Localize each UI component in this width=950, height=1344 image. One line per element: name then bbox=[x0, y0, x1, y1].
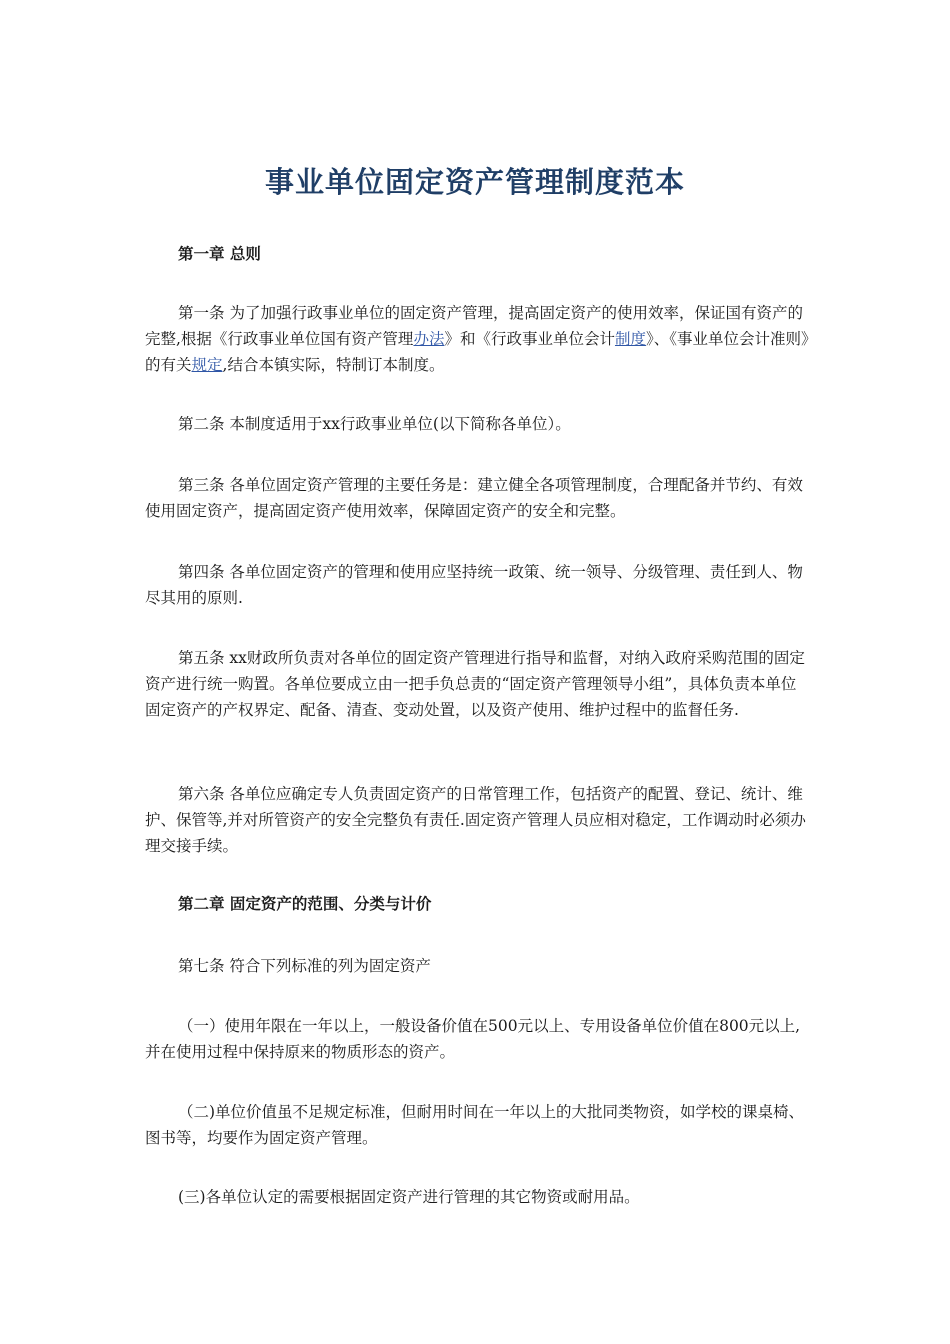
article-6-text: 第六条 各单位应确定专人负责固定资产的日常管理工作，包括资产的配置、登记、统计、维护、保管等,并对所管资产的安全完整负有责任.固定资产管理人员应相对稳定，工作调动时必须办理交接手续。 bbox=[145, 785, 806, 855]
list-item-3-text: (三)各单位认定的需要根据固定资产进行管理的其它物资或耐用品。 bbox=[178, 1188, 640, 1206]
list-item-1 bbox=[145, 1013, 810, 1065]
link-banfa[interactable]: 办法 bbox=[413, 330, 445, 348]
list-item-2 bbox=[145, 1099, 810, 1151]
article-2 bbox=[145, 411, 810, 437]
document-title: 事业单位固定资产管理制度范本 bbox=[264, 165, 685, 199]
article-3-text: 第三条 各单位固定资产管理的主要任务是：建立健全各项管理制度，合理配备并节约、有效使用固定资产，提高固定资产使用效率，保障固定资产的安全和完整。 bbox=[145, 476, 803, 520]
article-5 bbox=[145, 645, 810, 723]
article-1 bbox=[145, 300, 810, 378]
article-4 bbox=[145, 559, 810, 611]
list-item-2-text: （二)单位价值虽不足规定标准，但耐用时间在一年以上的大批同类物资，如学校的课桌椅、图书等，均要作为固定资产管理。 bbox=[145, 1103, 805, 1147]
article-7-text: 第七条 符合下列标准的列为固定资产 bbox=[178, 957, 431, 975]
article-7 bbox=[145, 953, 810, 979]
chapter-1-heading-block bbox=[145, 241, 810, 267]
article-5-text: 第五条 xx财政所负责对各单位的固定资产管理进行指导和监督，对纳入政府采购范围的固定资产进行统一购置。各单位要成立由一把手负总责的“固定资产管理领导小组”，具体负责本单位固定资产的产权界定、配备、清查、变动处置，以及资产使用、维护过程中的监督任务. bbox=[145, 649, 805, 719]
list-item-3 bbox=[145, 1184, 810, 1210]
link-guiding[interactable]: 规定 bbox=[191, 356, 223, 374]
article-4-text: 第四条 各单位固定资产的管理和使用应坚持统一政策、统一领导、分级管理、责任到人、物尽其用的原则. bbox=[145, 563, 803, 607]
article-1-part4: ,结合本镇实际，特制订本制度。 bbox=[222, 356, 445, 374]
article-1-part1: 为了加强行政事业单位的固定资产管理，提高固定资产的使用效率，保证国有资产的完整,根据《行政事业单位国有资产管理 bbox=[145, 304, 803, 348]
chapter-2-heading-block bbox=[145, 891, 810, 917]
list-item-1-text: （一）使用年限在一年以上，一般设备价值在500元以上、专用设备单位价值在800元以上,并在使用过程中保持原来的物质形态的资产。 bbox=[145, 1017, 801, 1061]
article-2-text: 第二条 本制度适用于xx行政事业单位(以下简称各单位）。 bbox=[178, 415, 571, 433]
article-6 bbox=[145, 781, 810, 859]
chapter-1-heading: 第一章 总则 bbox=[178, 245, 261, 263]
article-1-label: 第一条 bbox=[178, 304, 225, 322]
link-zhidu[interactable]: 制度 bbox=[614, 330, 646, 348]
article-3 bbox=[145, 472, 810, 524]
article-1-part3: 》、《事业单位会计准则》的有关 bbox=[145, 330, 809, 374]
article-1-text bbox=[145, 300, 810, 378]
article-1-part2: 》和《行政事业单位会计 bbox=[444, 330, 615, 348]
chapter-2-heading: 第二章 固定资产的范围、分类与计价 bbox=[178, 895, 432, 913]
